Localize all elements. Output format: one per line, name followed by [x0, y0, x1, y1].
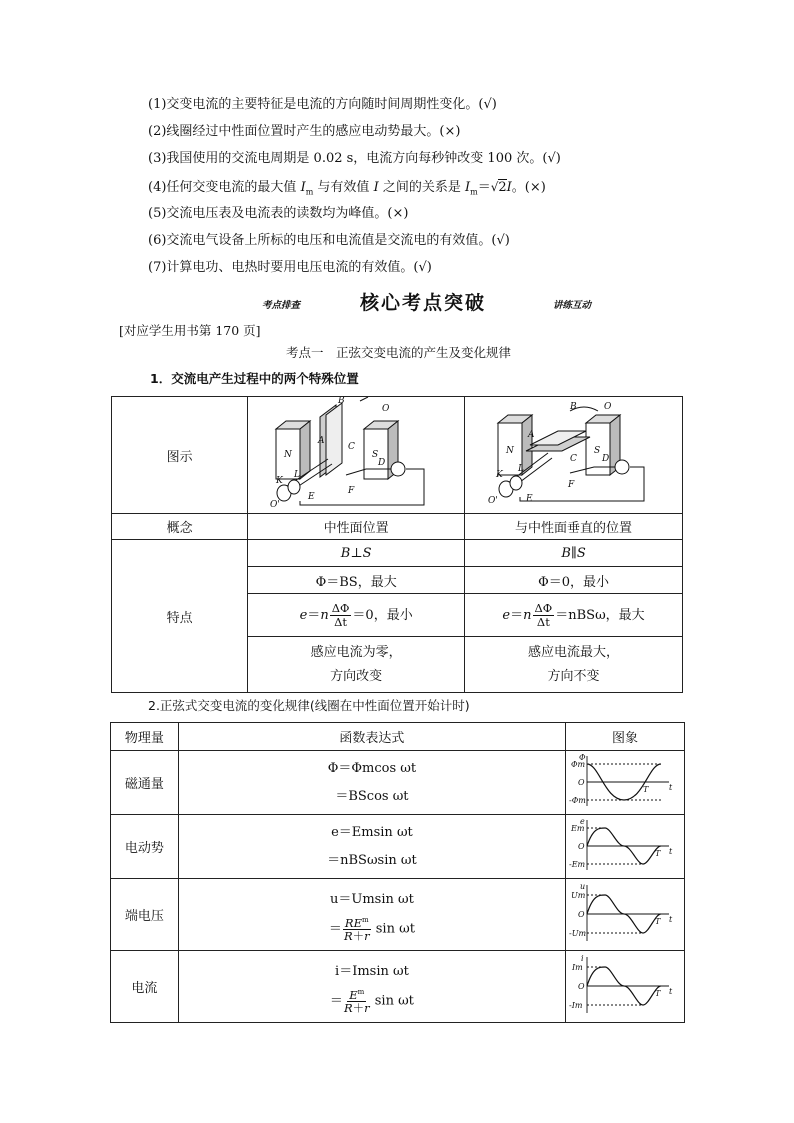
svg-text:t: t — [669, 846, 673, 856]
svg-text:K: K — [276, 476, 283, 486]
expression-flux — [178, 751, 565, 815]
svg-text:t: t — [669, 782, 673, 792]
flux-a: Φ＝BS，最大 — [248, 567, 465, 594]
svg-text:e: e — [580, 816, 585, 826]
judgement-3: (3)我国使用的交流电周期是 0.02 s，电流方向每秒钟改变 100 次。(√) — [148, 151, 561, 166]
row-label-figure: 图示 — [112, 397, 248, 514]
section-banner — [0, 288, 794, 316]
graph-flux — [566, 751, 685, 815]
svg-text:L: L — [517, 464, 524, 474]
svg-text:O: O — [578, 909, 585, 919]
svg-text:-Um: -Um — [569, 928, 587, 938]
current-formula-2: sin ωt — [374, 992, 414, 1008]
svg-text:O: O — [382, 404, 390, 414]
svg-text:S: S — [593, 446, 600, 456]
svg-text:E: E — [308, 492, 315, 502]
page-reference: [对应学生用书第 170 页] — [119, 323, 261, 338]
emf-b-tail: ＝nBSω，最大 — [555, 607, 645, 623]
svg-text:O: O — [578, 981, 585, 991]
svg-text:Um: Um — [571, 890, 586, 900]
emf-a-tail: ＝0，最小 — [352, 607, 413, 623]
header-expression: 函数表达式 — [178, 723, 565, 751]
generator-diagram-b — [474, 397, 674, 509]
judgement-1: (1)交变电流的主要特征是电流的方向随时间周期性变化。(√) — [148, 97, 497, 112]
flux-formula-2: ＝BScos ωt — [335, 788, 409, 804]
svg-text:C: C — [348, 442, 356, 452]
svg-text:L: L — [294, 470, 301, 480]
variation-law-table — [110, 722, 685, 1023]
current-b — [465, 637, 683, 693]
judgement-2: (2)线圈经过中性面位置时产生的感应电动势最大。(×) — [148, 124, 461, 139]
svg-text:i: i — [581, 953, 584, 963]
banner-title: 核心考点突破 — [360, 292, 487, 314]
kaodian-title: 考点一 正弦交变电流的产生及变化规律 — [286, 345, 512, 360]
banner-left: 考点排查 — [262, 300, 301, 311]
svg-text:O: O — [578, 841, 585, 851]
judgement-6: (6)交流电气设备上所标的电压和电流值是交流电的有效值。(√) — [148, 233, 510, 248]
current-a — [248, 637, 465, 693]
svg-text:E: E — [525, 494, 533, 504]
svg-text:T: T — [655, 916, 661, 926]
expression-current: i＝Imsin ωt ＝ $\frac{E^m}{R+r}$ sin ωt — [178, 951, 565, 1023]
judgement-4-tail: 。(×) — [511, 180, 546, 195]
svg-text:D: D — [601, 454, 609, 464]
current-sin-graph — [569, 953, 681, 1017]
concept-perpendicular: 与中性面垂直的位置 — [465, 514, 683, 540]
graph-emf — [566, 815, 685, 879]
perp-relation-a: B⊥S — [248, 540, 465, 567]
expression-voltage: u＝Umsin ωt ＝ $\frac{RE^m}{R+r}$ sin ωt — [178, 879, 565, 951]
svg-text:t: t — [669, 914, 673, 924]
svg-text:F: F — [567, 480, 574, 490]
svg-text:-Im: -Im — [569, 1000, 583, 1010]
quantity-emf: 电动势 — [111, 815, 179, 879]
header-quantity: 物理量 — [111, 723, 179, 751]
svg-text:K: K — [495, 470, 503, 480]
direction-a: 方向改变 — [330, 668, 383, 684]
section-2-heading: 2.正弦式交变电流的变化规律(线圈在中性面位置开始计时) — [148, 698, 470, 713]
voltage-formula-2: sin ωt — [375, 920, 415, 936]
header-graph: 图象 — [566, 723, 685, 751]
judgement-4-mid2: 之间的关系是 — [378, 180, 465, 195]
svg-text:O: O — [578, 777, 585, 787]
judgement-4: (4)任何交变电流的最大值 $I_m$ 与有效值 I 之间的关系是 $I_m=√2I$。(×) — [148, 180, 546, 197]
current-formula-1: i＝Imsin ωt — [335, 963, 409, 979]
row-label-feature: 特点 — [112, 540, 248, 693]
banner-right: 讲练互动 — [553, 300, 592, 311]
concept-neutral: 中性面位置 — [248, 514, 465, 540]
quantity-current: 电流 — [111, 951, 179, 1023]
voltage-formula-1: u＝Umsin ωt — [330, 891, 414, 907]
quantity-voltage: 端电压 — [111, 879, 179, 951]
flux-formula-1: Φ＝Φmcos ωt — [327, 760, 417, 776]
emf-formula-1: e＝Emsin ωt — [331, 824, 413, 840]
svg-text:B: B — [569, 402, 577, 412]
svg-text:O': O' — [270, 500, 280, 509]
svg-text:A: A — [318, 436, 325, 446]
row-label-concept: 概念 — [112, 514, 248, 540]
graph-voltage — [566, 879, 685, 951]
svg-text:N: N — [284, 450, 293, 460]
emf-b: e＝n $\frac{\Delta\Phi}{\Delta t}$ ＝nBSω，最大 — [465, 594, 683, 637]
flux-b: Φ＝0，最小 — [465, 567, 683, 594]
svg-text:-Em: -Em — [569, 859, 586, 869]
svg-text:D: D — [378, 458, 386, 468]
special-positions-table — [111, 396, 683, 693]
svg-text:u: u — [580, 881, 586, 891]
svg-text:O': O' — [487, 496, 498, 506]
svg-text:t: t — [669, 986, 673, 996]
svg-text:T: T — [655, 988, 661, 998]
svg-text:C: C — [569, 454, 577, 464]
svg-text:S: S — [372, 450, 379, 460]
svg-text:Im: Im — [572, 962, 583, 972]
svg-text:-Φm: -Φm — [569, 795, 586, 805]
svg-text:Φ: Φ — [579, 752, 586, 762]
perp-relation-b: B∥S — [465, 540, 683, 567]
quantity-flux: 磁通量 — [111, 751, 179, 815]
svg-text:F: F — [348, 486, 355, 496]
figure-perpendicular-plane — [465, 397, 683, 514]
emf-a: e＝n $\frac{\Delta\Phi}{\Delta t}$ ＝0，最小 — [248, 594, 465, 637]
voltage-sin-graph — [569, 881, 681, 945]
graph-current — [566, 951, 685, 1023]
svg-text:A: A — [527, 430, 535, 440]
current-a-line1: 感应电流为零， — [310, 644, 402, 660]
judgement-4-mid: 与有效值 — [313, 180, 374, 195]
svg-text:Em: Em — [571, 823, 585, 833]
judgement-4-eq: ＝ — [477, 180, 491, 195]
svg-text:Φm: Φm — [571, 759, 586, 769]
svg-text:B: B — [338, 397, 345, 406]
section-1-heading: 1．交流电产生过程中的两个特殊位置 — [150, 371, 359, 386]
generator-diagram-a — [256, 397, 456, 509]
svg-text:T: T — [643, 784, 649, 794]
flux-cos-graph — [569, 752, 681, 810]
svg-text:O: O — [603, 402, 611, 412]
emf-formula-2: ＝nBSωsin ωt — [327, 852, 417, 868]
judgement-5: (5)交流电压表及电流表的读数均为峰值。(×) — [148, 206, 409, 221]
emf-sin-graph — [569, 816, 681, 874]
direction-b: 方向不变 — [547, 668, 600, 684]
current-b-line1: 感应电流最大， — [528, 644, 620, 660]
expression-emf — [178, 815, 565, 879]
svg-text:N: N — [505, 446, 514, 456]
figure-neutral-plane — [248, 397, 465, 514]
judgement-4-pre: (4)任何交变电流的最大值 — [148, 180, 301, 195]
svg-text:T: T — [655, 848, 661, 858]
judgement-7: (7)计算电功、电热时要用电压电流的有效值。(√) — [148, 260, 432, 275]
